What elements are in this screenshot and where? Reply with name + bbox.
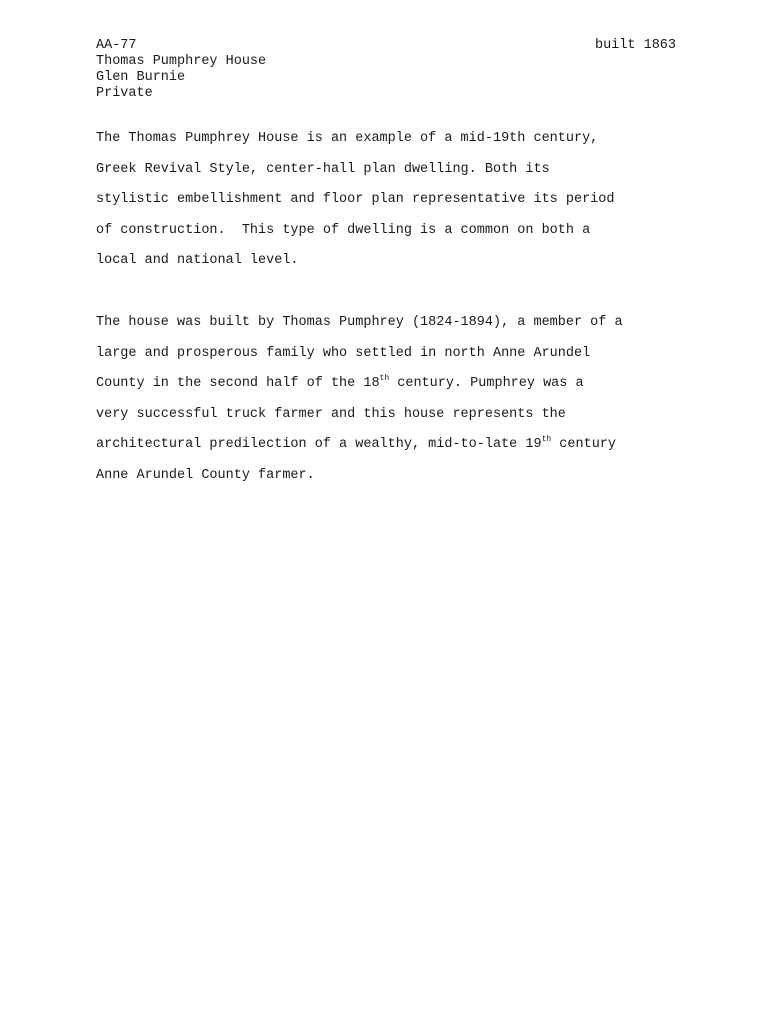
paragraph-line: The Thomas Pumphrey House is an example of a mid-19th century,: [96, 131, 599, 146]
property-ownership: Private: [96, 86, 153, 101]
text-segment: County in the second half of the 18: [96, 376, 380, 392]
paragraph-line: stylistic embellishment and floor plan representative its period: [96, 192, 615, 208]
site-number: AA-77: [96, 38, 137, 53]
paragraph-line: local and national level.: [96, 253, 299, 269]
property-location: Glen Burnie: [96, 70, 186, 85]
paragraph-description: [96, 124, 696, 277]
ordinal-suffix: th: [379, 374, 390, 384]
paragraph-line: very successful truck farmer and this house represents the: [96, 406, 566, 422]
paragraph-line: The house was built by Thomas Pumphrey (1824-1894), a member of a: [96, 315, 623, 330]
paragraph-line: large and prosperous family who settled in north Anne Arundel: [96, 345, 591, 361]
paragraph-history: [96, 308, 696, 492]
paragraph-line: [96, 430, 696, 461]
paragraph-line: [96, 369, 696, 400]
paragraph-line: of construction. This type of dwelling is a common on both a: [96, 222, 591, 238]
ordinal-suffix: th: [541, 435, 552, 445]
document-header: [96, 38, 676, 102]
text-segment: century: [551, 437, 616, 453]
paragraph-line: Greek Revival Style, center-hall plan dwelling. Both its: [96, 161, 550, 177]
text-segment: century. Pumphrey was a: [389, 376, 584, 392]
paragraph-line: Anne Arundel County farmer.: [96, 467, 315, 483]
built-date: built 1863: [594, 38, 676, 53]
text-segment: architectural predilection of a wealthy, mid-to-late 19: [96, 437, 542, 453]
property-name: Thomas Pumphrey House: [96, 54, 267, 69]
